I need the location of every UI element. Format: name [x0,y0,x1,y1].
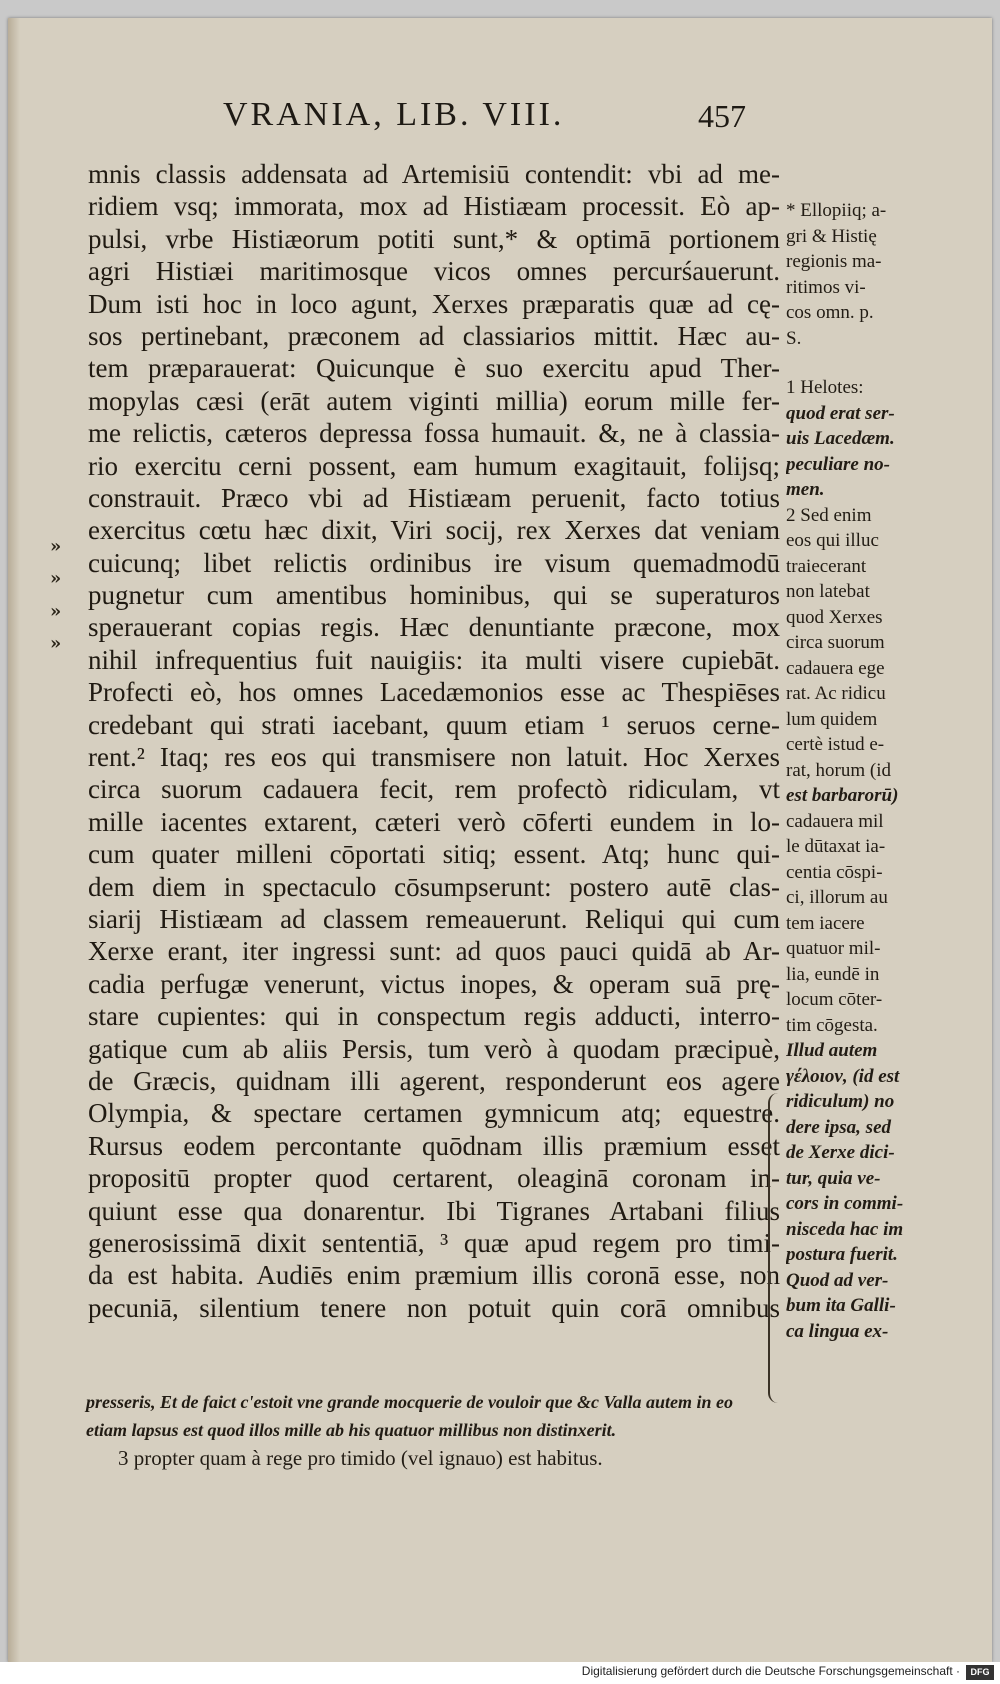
text-line: ridiem vsq; immorata, mox ad Histiæam processit. Eò ap- [88,191,780,222]
text-line: pecuniā, silentium tenere non potuit quin corā omnibus [88,1292,780,1323]
margin-note-line: circa suorum [786,632,885,653]
margin-note-line: traiecerant [786,555,867,577]
margin-note-line: Quod ad ver- [786,1269,889,1291]
text-line: Dum isti hoc in loco agunt, Xerxes præparatis quæ ad cę- [88,288,780,319]
margin-note-line: quod erat ser- [786,402,895,424]
text-line: sperauerant copias regis. Hæc denuntiante præcone, mox [88,612,780,643]
page-header [8,96,992,146]
text-line: credebant qui strati iacebant, quum etiam ¹ seruos cerne- [88,709,780,740]
margin-note-line: regionis ma- [786,251,882,272]
text-line: Xerxe erant, iter ingressi sunt: ad quos pauci quidā ab Ar- [88,936,780,967]
footnote-line: presseris, Et de faict c'estoit vne grande mocquerie de vouloir que &c Valla autem in eo [86,1392,733,1412]
text-line: nihil infrequentius fuit nauigiis: ita multi visere cupiebāt. [88,644,780,675]
margin-note-line: men. [786,479,825,500]
text-line: me relictis, cæteros depressa fossa humauit. &, ne à classia- [88,418,780,449]
text-line: constrauit. Præco vbi ad Histiæam peruenit, facto totius [88,482,780,513]
margin-note-line: lia, eundē in [786,963,880,985]
margin-note-line: locum cōter- [786,989,883,1010]
margin-note-line: peculiare no- [786,453,890,475]
margin-note-line: ridiculum) no [786,1091,895,1112]
text-line: de Græcis, quidnam illi agerent, responderunt eos agere [88,1065,780,1096]
text-line: rent.² Itaq; res eos qui transmisere non latuit. Hoc Xerxes [88,742,780,773]
text-line: siarij Histiæam ad classem remeauerunt. Reliqui qui cum [88,903,780,934]
text-line: rio exercitu cerni possent, eam humum exagitauit, folijsq; [88,450,780,481]
text-line: propositū propter quod certarent, oleaginā coronam in- [88,1163,780,1194]
text-line: dem diem in spectaculo cōsumpserunt: postero autē clas- [88,871,780,902]
margin-notes [786,198,936,1344]
margin-note-line: 2 Sed enim [786,504,872,526]
margin-note-line: ca lingua ex- [786,1320,889,1342]
text-line: da est habita. Audiēs enim præmium illis coronā esse, non [88,1260,780,1291]
margin-note-line: cadauera mil [786,810,884,832]
footnote-3: 3 propter quam à rege pro timido (vel ignauo) est habitus. [118,1446,603,1470]
text-line: Olympia, & spectare certamen gymnicum atq; equestre. [88,1098,780,1129]
text-line: cuicunq; libet relictis ordinibus ire visum quemadmodū [88,547,780,578]
margin-note-line: de Xerxe dici- [786,1142,895,1163]
text-line: sos pertinebant, præconem ad classiarios mittit. Hæc au- [88,320,780,351]
dfg-logo: DFG [966,1665,994,1680]
text-line: exercitus cœtu hæc dixit, Viri socij, rex Xerxes dat veniam [88,515,780,546]
margin-note-line: uis Lacedæm. [786,428,895,449]
quote-marker: » [50,600,62,622]
text-line: tem præparauerat: Quicunque è suo exercitu apud Ther- [88,353,780,384]
text-line: generosissimā dixit sententiā, ³ quæ apud regem pro timi- [88,1227,780,1258]
margin-note-line: tim cōgesta. [786,1014,878,1036]
margin-note-line: lum quidem [786,708,878,730]
margin-note-line: certè istud e- [786,734,885,755]
margin-note-line: postura fuerit. [786,1244,898,1265]
margin-note-line: quatuor mil- [786,938,881,959]
footnote-line: etiam lapsus est quod illos mille ab his quatuor millibus non distinxerit. [86,1420,617,1440]
margin-note-line: rat. Ac ridicu [786,683,886,704]
text-line: quiunt esse qua donarentur. Ibi Tigranes Artabani filius [88,1195,780,1226]
footer-credit: Digitalisierung gefördert durch die Deutsche Forschungsgemeinschaft · [581,1664,960,1678]
margin-note-line: eos qui illuc [786,530,879,551]
margin-bracket [768,1093,784,1403]
margin-note-line: tur, quia ve- [786,1167,881,1189]
text-line: cum quater milleni cōportati sitiq; essent. Atq; hunc qui- [88,839,780,870]
quote-marker: » [50,536,62,557]
margin-note-line: Illud autem [786,1040,878,1061]
page-number: 457 [698,98,746,134]
quotation-markers [50,531,80,661]
text-line: mnis classis addensata ad Artemisiū contendit: vbi ad me- [88,159,780,189]
text-line: gatique cum ab aliis Persis, tum verò à quodam præcipuè, [88,1033,780,1064]
text-line: Rursus eodem percontante quōdnam illis præmium esset [88,1130,780,1161]
text-line: mopylas cæsi (erāt autem viginti millia) eorum mille fer- [88,385,780,416]
quote-marker: » [50,568,62,590]
text-line: stare cupientes: qui in conspectum regis adducti, interro- [88,1001,780,1032]
margin-note-line: ci, illorum au [786,887,888,908]
margin-note-line: cors in commi- [786,1193,904,1214]
margin-note-line: cadauera ege [786,657,885,679]
margin-note-line: 1 Helotes: [786,377,864,398]
text-line: cadia perfugæ venerunt, victus inopes, & operam suā prę- [88,968,780,999]
margin-note-line: quod Xerxes [786,606,883,628]
text-line: mille iacentes extarent, cæteri verò cōferti eundem in lo- [88,806,780,837]
margin-note-line: est barbarorū) [786,785,899,806]
margin-note-line: non latebat [786,581,870,602]
margin-note-line: nisceda hac im [786,1218,904,1240]
margin-note-line: tem iacere [786,912,865,934]
text-line: agri Histiæi maritimosque vicos omnes percurśauerunt. [88,256,780,287]
margin-note-line: * Ellopiiq; a- [786,200,887,221]
margin-note-line: ritimos vi- [786,276,866,298]
quote-marker: » [50,633,62,655]
text-line: Profecti eò, hos omnes Lacedæmonios esse ac Thespiēses [88,677,780,708]
margin-note-line: bum ita Galli- [786,1295,896,1316]
text-line: circa suorum cadauera fecit, rem profectò ridiculam, vt [88,774,780,805]
text-line: pugnetur cum amentibus hominibus, qui se superaturos [88,580,780,611]
running-title: VRANIA, LIB. VIII. [223,96,565,133]
margin-note-line: γέλοιον, (id est [786,1065,900,1087]
margin-note-line: rat, horum (id [786,759,892,781]
margin-note-line: cos omn. p. [786,302,874,323]
digitization-footer [0,1662,1000,1684]
margin-note-line: gri & Histię [786,225,877,247]
text-line: pulsi, vrbe Histiæorum potiti sunt,* & optimā portionem [88,223,780,254]
margin-note-line: S. [786,327,802,349]
margin-note-line: le dūtaxat ia- [786,836,886,857]
margin-note-line: dere ipsa, sed [786,1116,892,1138]
book-page [8,18,992,1662]
main-text-column [88,158,780,1324]
margin-note-line: centia cōspi- [786,861,883,883]
footnotes [86,1388,946,1444]
